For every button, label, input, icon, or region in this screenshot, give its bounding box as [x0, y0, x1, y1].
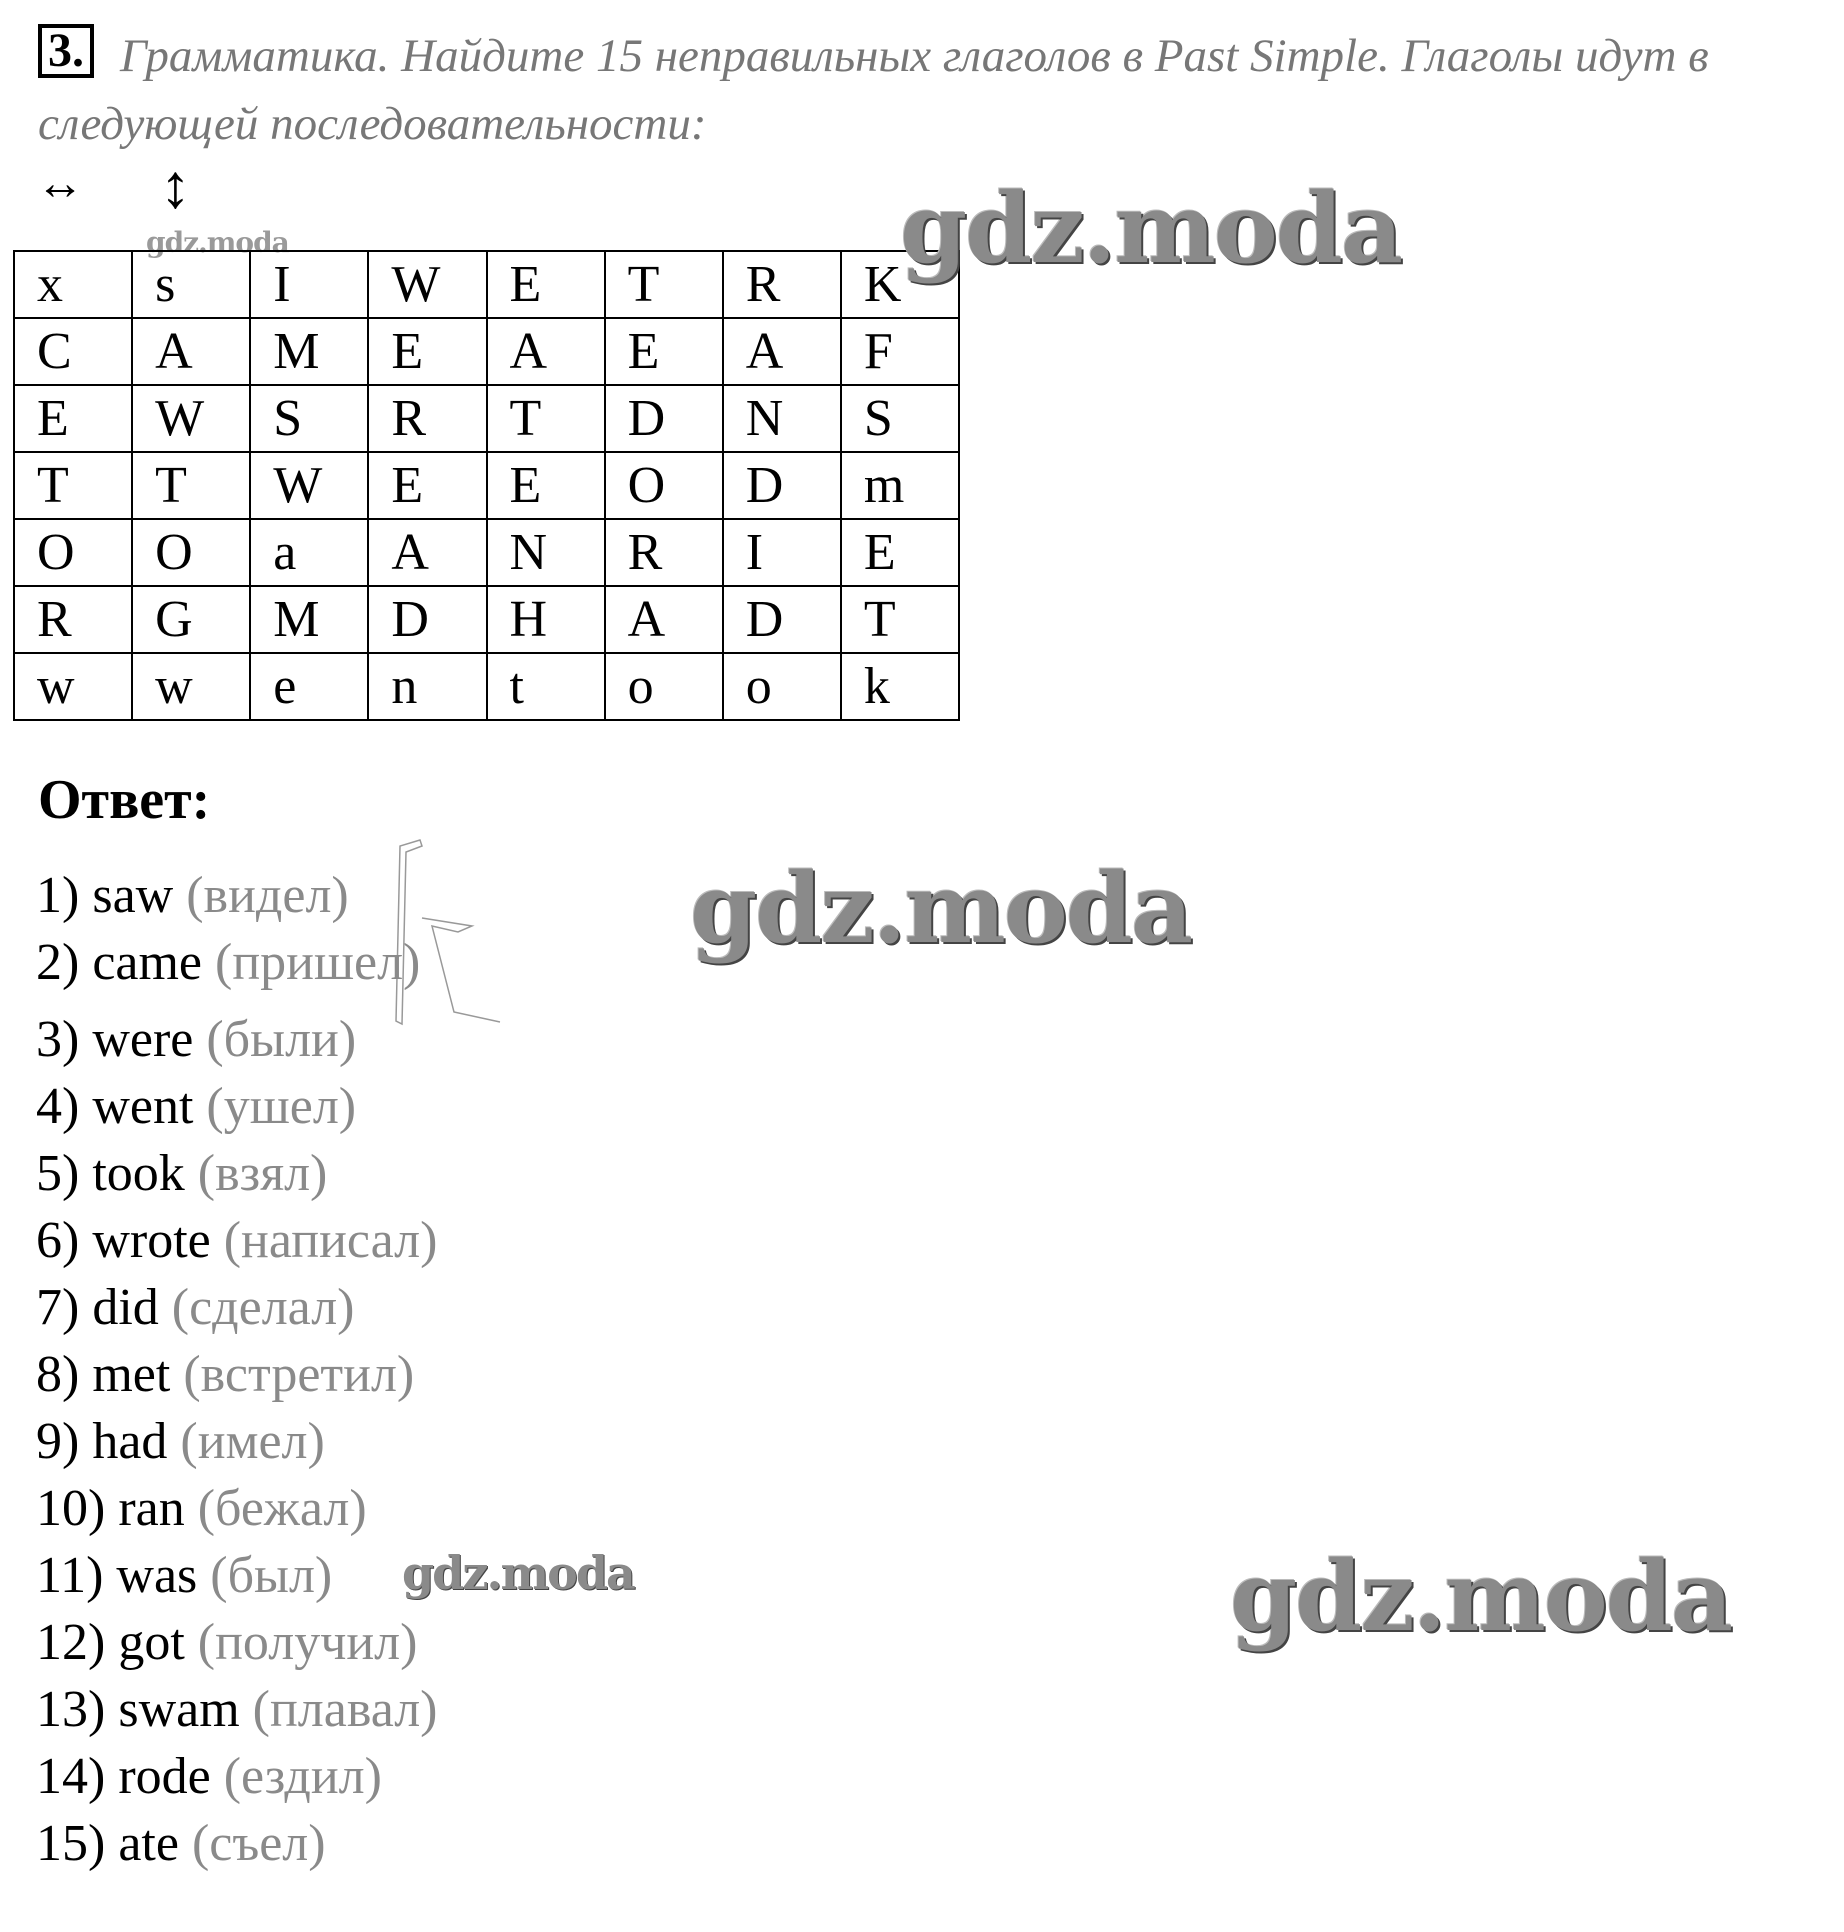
grid-cell: o: [723, 653, 841, 720]
answer-number: 9): [36, 1413, 80, 1470]
answer-item: [36, 1207, 438, 1274]
vertical-arrow-icon: ↕: [160, 153, 191, 221]
grid-cell: M: [250, 318, 368, 385]
answer-verb: did: [92, 1279, 159, 1336]
grid-cell: x: [14, 251, 132, 318]
grid-cell: E: [14, 385, 132, 452]
grid-cell: o: [605, 653, 723, 720]
answer-item: [36, 1006, 438, 1073]
grid-cell: n: [368, 653, 486, 720]
answer-number: 14): [36, 1748, 106, 1805]
answer-translation: (был): [210, 1547, 333, 1604]
grid-cell: D: [723, 452, 841, 519]
answer-number: 1): [36, 867, 80, 924]
grid-row: [14, 653, 959, 720]
grid-cell: A: [132, 318, 250, 385]
grid-cell: T: [14, 452, 132, 519]
grid-cell: W: [368, 251, 486, 318]
grid-cell: R: [605, 519, 723, 586]
word-search-grid: [13, 250, 960, 721]
answer-number: 13): [36, 1681, 106, 1738]
grid-cell: E: [368, 452, 486, 519]
answer-verb: got: [118, 1614, 185, 1671]
grid-cell: T: [132, 452, 250, 519]
grid-row: [14, 586, 959, 653]
answer-item: [36, 1140, 438, 1207]
answer-verb: ran: [118, 1480, 185, 1537]
answer-number: 11): [36, 1547, 104, 1604]
answer-number: 15): [36, 1815, 106, 1872]
grid-cell: C: [14, 318, 132, 385]
grid-row: [14, 385, 959, 452]
answer-number: 3): [36, 1011, 80, 1068]
grid-cell: a: [250, 519, 368, 586]
answer-translation: (ушел): [206, 1078, 357, 1135]
grid-row: [14, 318, 959, 385]
grid-cell: A: [368, 519, 486, 586]
answer-item: [36, 929, 438, 996]
answer-translation: (бежал): [197, 1480, 367, 1537]
grid-cell: T: [605, 251, 723, 318]
grid-cell: E: [605, 318, 723, 385]
grid-cell: D: [368, 586, 486, 653]
answer-verb: ate: [118, 1815, 179, 1872]
answer-number: 7): [36, 1279, 80, 1336]
answer-number: 5): [36, 1145, 80, 1202]
grid-cell: W: [250, 452, 368, 519]
grid-cell: D: [723, 586, 841, 653]
answer-verb: went: [92, 1078, 194, 1135]
grid-cell: H: [487, 586, 605, 653]
answer-number: 2): [36, 934, 80, 991]
grid-cell: W: [132, 385, 250, 452]
task-number-box: 3.: [38, 24, 94, 78]
grid-cell: S: [250, 385, 368, 452]
watermark: gdz.moda: [690, 852, 1192, 965]
answer-item: [36, 1408, 438, 1475]
answer-verb: were: [92, 1011, 194, 1068]
answer-verb: was: [116, 1547, 198, 1604]
grid-cell: O: [14, 519, 132, 586]
answer-translation: (сделал): [171, 1279, 355, 1336]
answer-translation: (написал): [223, 1212, 438, 1269]
grid-cell: A: [723, 318, 841, 385]
answer-number: 10): [36, 1480, 106, 1537]
grid-cell: A: [605, 586, 723, 653]
answer-number: 4): [36, 1078, 80, 1135]
answer-translation: (встретил): [183, 1346, 415, 1403]
grid-cell: R: [723, 251, 841, 318]
answer-number: 6): [36, 1212, 80, 1269]
grid-cell: I: [723, 519, 841, 586]
answer-verb: met: [92, 1346, 171, 1403]
answer-translation: (съел): [191, 1815, 326, 1872]
answer-translation: (были): [206, 1011, 357, 1068]
answer-verb: wrote: [92, 1212, 211, 1269]
grid-cell: e: [250, 653, 368, 720]
grid-cell: M: [250, 586, 368, 653]
answer-translation: (пришел): [215, 934, 421, 991]
grid-cell: E: [841, 519, 959, 586]
grid-cell: E: [487, 452, 605, 519]
watermark: gdz.moda: [146, 226, 289, 259]
grid-row: [14, 452, 959, 519]
grid-cell: I: [250, 251, 368, 318]
grid-row: [14, 519, 959, 586]
answer-item: [36, 1743, 438, 1810]
answer-translation: (взял): [197, 1145, 328, 1202]
grid-cell: w: [132, 653, 250, 720]
grid-cell: S: [841, 385, 959, 452]
answer-translation: (плавал): [252, 1681, 438, 1738]
answer-translation: (ездил): [223, 1748, 382, 1805]
watermark: gdz.moda: [402, 1546, 634, 1600]
answer-verb: saw: [92, 867, 174, 924]
answer-translation: (видел): [186, 867, 349, 924]
answer-item: [36, 1475, 438, 1542]
grid-cell: t: [487, 653, 605, 720]
answer-list: [36, 862, 438, 1877]
grid-cell: N: [487, 519, 605, 586]
answer-item: [36, 1810, 438, 1877]
horizontal-arrow-icon: ↔: [36, 157, 84, 210]
grid-cell: E: [487, 251, 605, 318]
watermark: gdz.moda: [900, 172, 1402, 285]
grid-cell: s: [132, 251, 250, 318]
answer-translation: (получил): [197, 1614, 418, 1671]
answer-item: [36, 862, 438, 929]
answer-number: 8): [36, 1346, 80, 1403]
grid-cell: w: [14, 653, 132, 720]
grid-cell: K: [841, 251, 959, 318]
grid-cell: k: [841, 653, 959, 720]
grid-cell: O: [605, 452, 723, 519]
grid-row: [14, 251, 959, 318]
answer-item: [36, 1341, 438, 1408]
grid-cell: m: [841, 452, 959, 519]
grid-cell: A: [487, 318, 605, 385]
grid-cell: E: [368, 318, 486, 385]
answer-verb: swam: [118, 1681, 240, 1738]
answer-title: Ответ:: [38, 769, 211, 831]
answer-item: [36, 1073, 438, 1140]
answer-verb: had: [92, 1413, 168, 1470]
answer-translation: (имел): [180, 1413, 325, 1470]
grid-cell: D: [605, 385, 723, 452]
watermark: gdz.moda: [1230, 1540, 1732, 1653]
answer-item: [36, 1274, 438, 1341]
grid-cell: R: [14, 586, 132, 653]
answer-item: [36, 1609, 438, 1676]
grid-cell: T: [487, 385, 605, 452]
answer-number: 12): [36, 1614, 106, 1671]
grid-cell: T: [841, 586, 959, 653]
answer-verb: came: [92, 934, 203, 991]
grid-cell: O: [132, 519, 250, 586]
grid-cell: G: [132, 586, 250, 653]
answer-item: [36, 1676, 438, 1743]
answer-verb: rode: [118, 1748, 211, 1805]
grid-cell: R: [368, 385, 486, 452]
task-instruction: Грамматика. Найдите 15 неправильных глаголов в Past Simple. Глаголы идут в следующей последовательности:: [38, 30, 1709, 150]
grid-cell: N: [723, 385, 841, 452]
answer-verb: took: [92, 1145, 185, 1202]
grid-cell: F: [841, 318, 959, 385]
answer-item: [36, 1542, 438, 1609]
